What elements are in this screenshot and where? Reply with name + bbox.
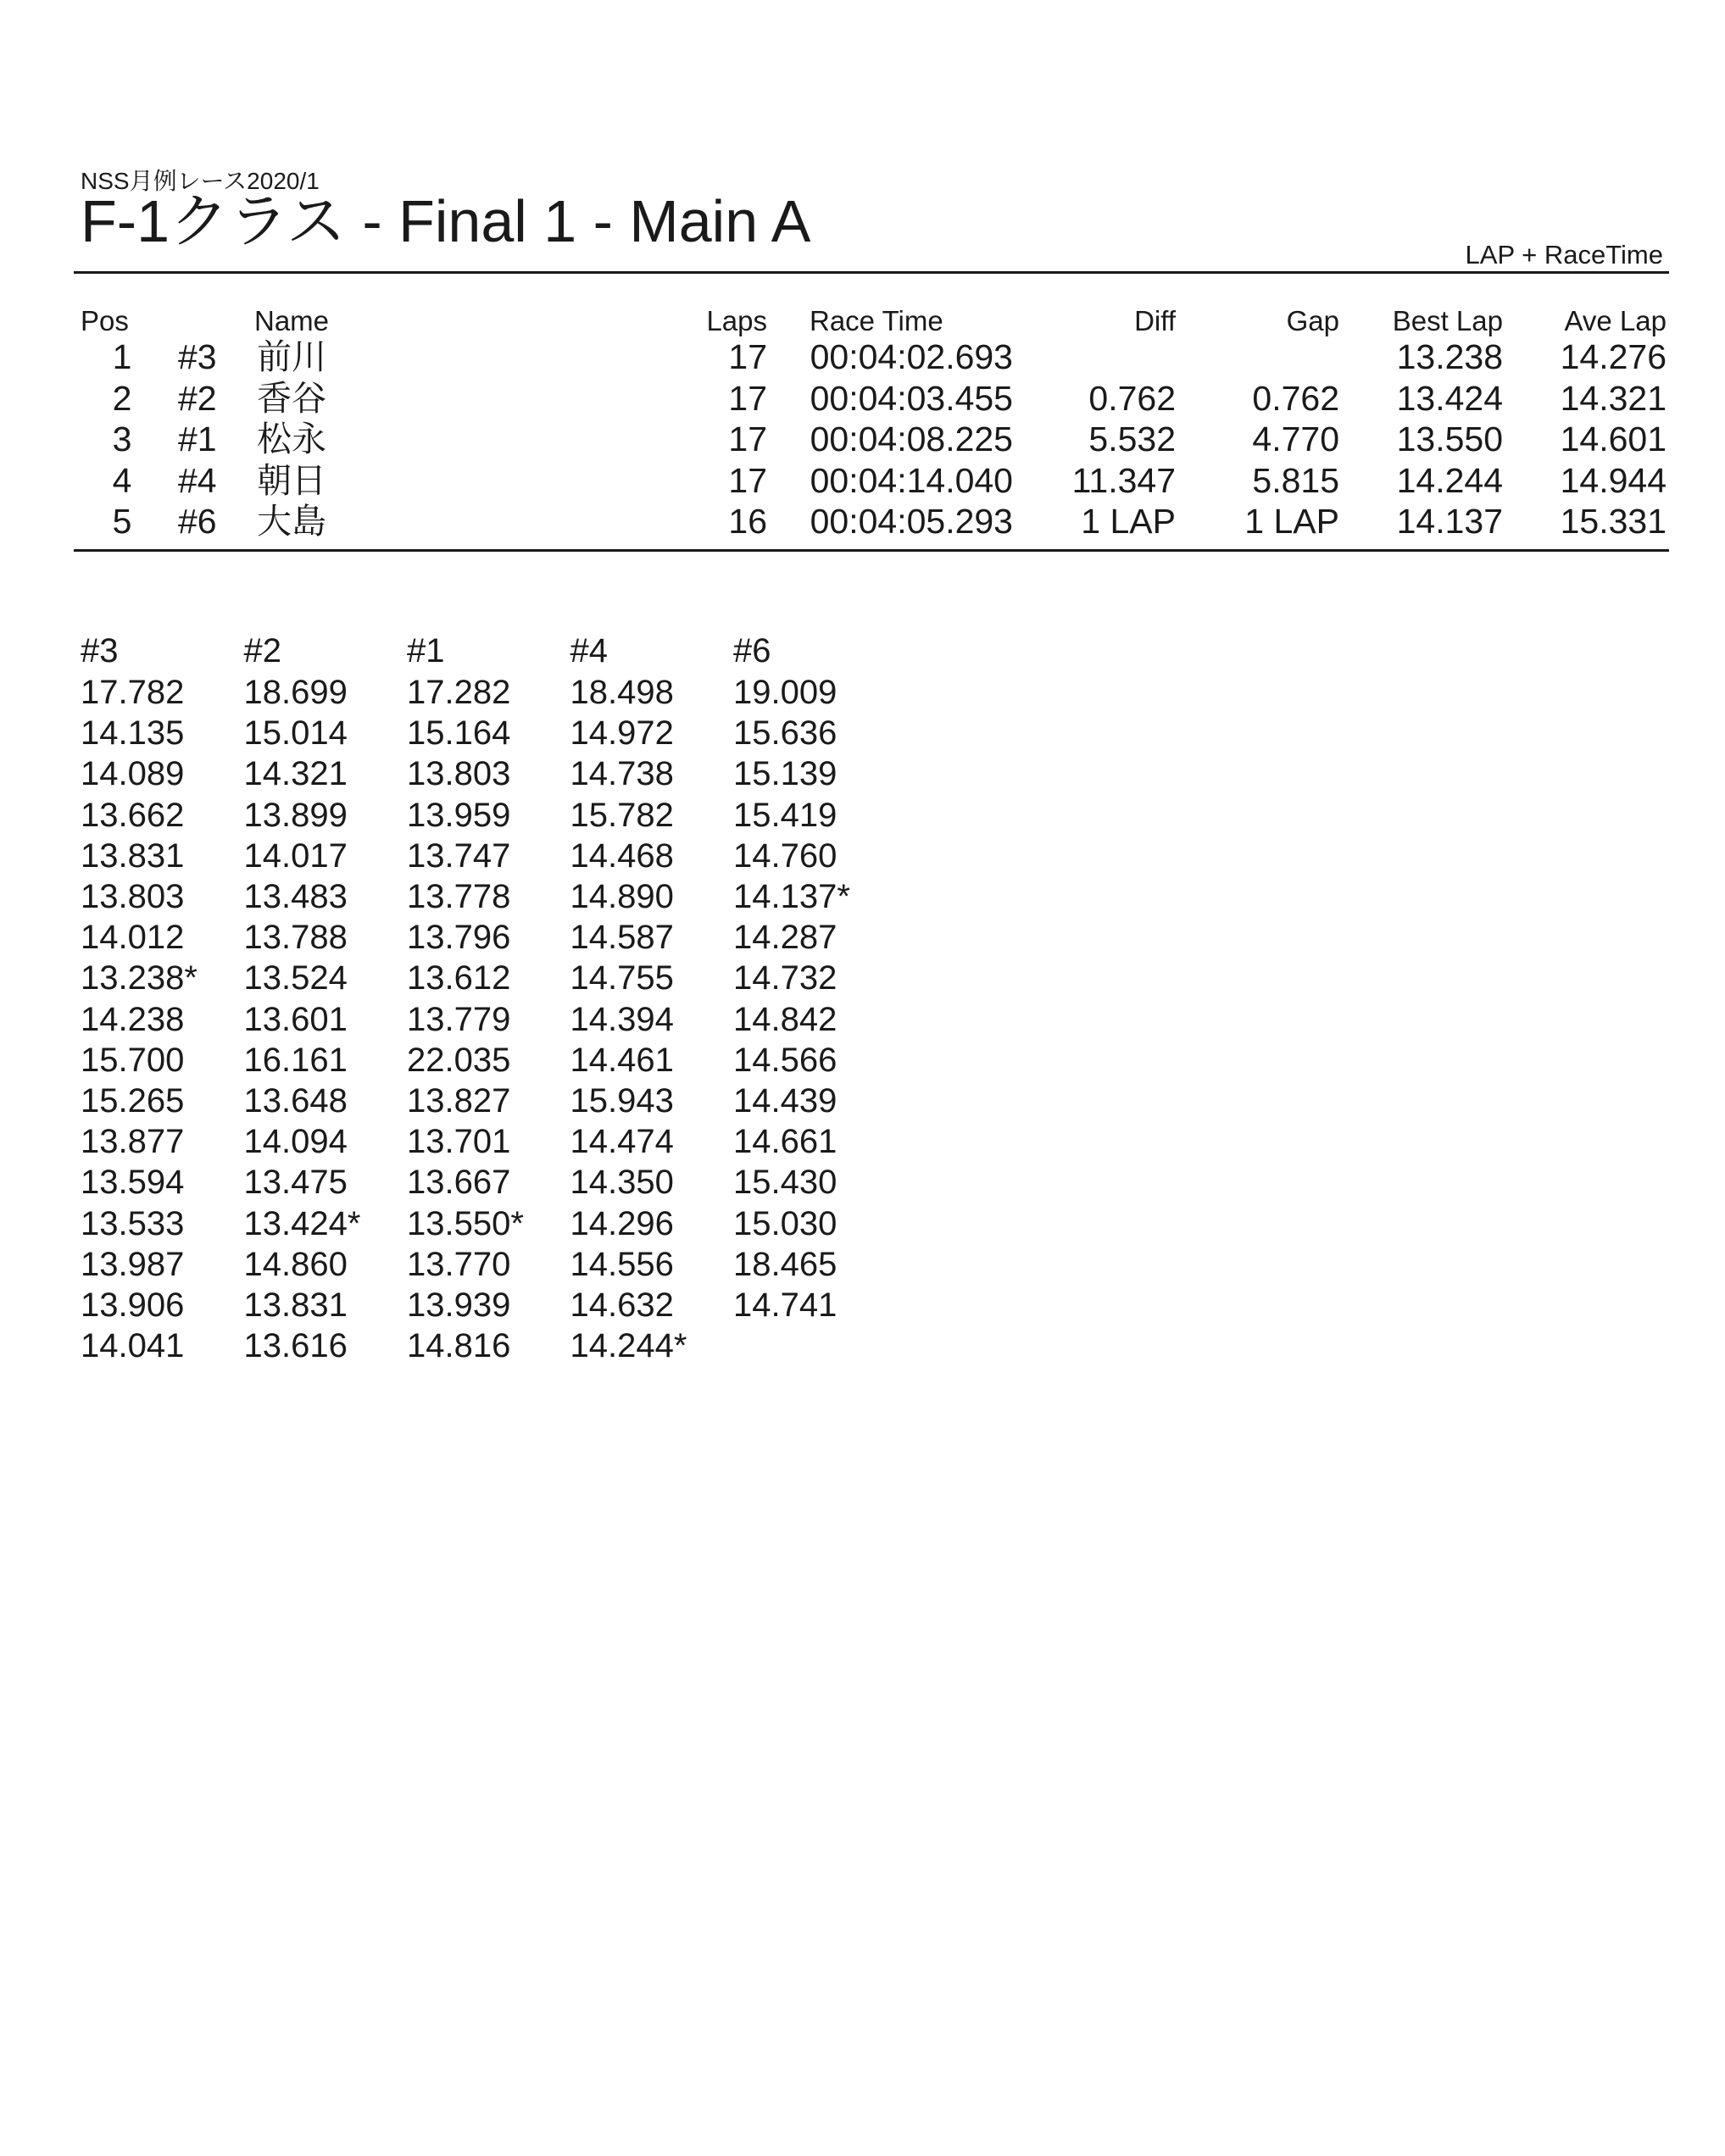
lap-time: 15.014 [243,714,348,753]
lap-time: 15.700 [81,1041,185,1079]
lap-time: 13.959 [407,796,511,834]
lap-time: 14.890 [570,878,674,915]
lap-time: 14.321 [243,755,348,793]
lap-time: 18.699 [243,674,348,711]
header-best-lap: Best Lap [1392,305,1503,336]
result-ave-lap: 14.321 [1560,378,1667,418]
lap-time: 13.939 [407,1286,511,1324]
lap-time: 15.030 [733,1204,837,1242]
lap-column-header: #3 [81,632,119,670]
header-laps: Laps [706,305,767,336]
lap-time: 13.616 [243,1327,348,1365]
lap-time: 15.430 [733,1164,837,1202]
result-pos: 3 [112,420,132,458]
result-ave-lap: 14.276 [1560,337,1667,376]
lap-time: 13.747 [407,836,511,875]
result-race-time: 00:04:08.225 [810,420,1013,458]
result-car: #2 [178,378,217,418]
lap-time: 14.632 [570,1286,674,1324]
lap-time: 13.475 [243,1164,348,1202]
lap-time: 14.137* [733,878,850,915]
lap-time: 14.094 [243,1123,348,1161]
result-race-time: 00:04:05.293 [810,502,1013,541]
lap-time: 14.461 [570,1041,674,1079]
header-diff: Diff [1134,305,1176,336]
result-diff: 11.347 [1071,460,1176,500]
result-race-time: 00:04:14.040 [810,460,1013,500]
result-pos: 1 [112,337,132,376]
lap-time: 14.350 [570,1164,674,1202]
lap-column-header: #2 [243,632,281,670]
lap-time: 13.803 [407,755,511,793]
lap-time: 14.816 [407,1327,511,1365]
lap-time: 14.741 [733,1286,837,1324]
lap-time: 13.612 [407,959,511,997]
result-best-lap: 14.244 [1396,460,1503,500]
lap-time: 14.661 [733,1123,837,1161]
lap-time: 13.779 [407,1000,511,1038]
lap-time: 13.524 [243,959,348,997]
lap-time: 13.796 [407,919,511,957]
result-ave-lap: 14.944 [1560,460,1667,500]
result-race-time: 00:04:02.693 [810,337,1013,376]
result-car: #4 [178,460,217,500]
lap-time: 15.419 [733,796,837,834]
lap-time: 13.877 [81,1123,185,1161]
lap-time: 14.732 [733,959,837,997]
lap-time: 13.238* [81,959,198,997]
lap-time: 15.782 [570,796,674,834]
lap-time: 13.662 [81,796,185,834]
lap-time: 16.161 [243,1041,348,1079]
lap-time: 14.089 [81,755,185,793]
lap-time: 13.483 [243,878,348,915]
result-car: #6 [178,502,217,541]
result-car: #3 [178,337,217,376]
lap-time: 15.164 [407,714,511,753]
lap-time: 15.943 [570,1082,674,1120]
lap-time: 14.760 [733,836,837,875]
lap-time: 18.465 [733,1245,837,1283]
header-ave-lap: Ave Lap [1564,305,1667,336]
result-laps: 17 [728,337,767,376]
main-title: F-1クラス - Final 1 - Main A [81,188,811,254]
result-laps: 17 [728,460,767,500]
lap-time: 14.755 [570,959,674,997]
lap-time: 13.594 [81,1164,185,1202]
event-title: NSS月例レース2020/1 [81,168,320,194]
lap-time: 14.738 [570,755,674,793]
lap-time: 14.244* [570,1327,687,1365]
lap-time: 14.012 [81,919,185,957]
result-diff: 5.532 [1088,420,1176,458]
result-name: 大島 [257,502,326,541]
lap-time: 17.782 [81,674,185,711]
result-laps: 17 [728,420,767,458]
lap-time: 13.701 [407,1123,511,1161]
lap-time: 19.009 [733,674,837,711]
result-gap: 5.815 [1252,460,1339,500]
lap-time: 13.550* [407,1204,524,1242]
lap-time: 14.972 [570,714,674,753]
lap-time: 14.238 [81,1000,185,1038]
top-rule [74,271,1669,274]
lap-time: 18.498 [570,674,674,711]
lap-time: 13.424* [243,1204,361,1242]
result-laps: 17 [728,378,767,418]
result-pos: 2 [112,378,132,418]
lap-time: 13.906 [81,1286,185,1324]
result-name: 香谷 [257,378,326,418]
lap-time: 14.135 [81,714,185,753]
result-gap: 0.762 [1252,378,1339,418]
lap-time: 17.282 [407,674,511,711]
lap-time: 14.041 [81,1327,185,1365]
lap-time: 14.842 [733,1000,837,1038]
result-name: 朝日 [257,460,326,500]
header-race-time: Race Time [810,305,943,336]
lap-column-header: #1 [407,632,445,670]
lap-time: 14.439 [733,1082,837,1120]
lap-time: 13.831 [243,1286,348,1324]
lap-time: 13.533 [81,1204,185,1242]
result-best-lap: 13.424 [1396,378,1503,418]
result-ave-lap: 15.331 [1560,502,1667,541]
header-pos: Pos [81,305,129,336]
result-best-lap: 14.137 [1396,502,1503,541]
lap-time: 13.601 [243,1000,348,1038]
lap-time: 15.636 [733,714,837,753]
header-name: Name [254,305,330,336]
result-diff: 1 LAP [1081,502,1176,541]
bottom-rule [74,549,1669,552]
lap-time: 13.899 [243,796,348,834]
result-best-lap: 13.550 [1396,420,1503,458]
lap-time: 14.566 [733,1041,837,1079]
lap-time: 15.139 [733,755,837,793]
lap-time: 14.468 [570,836,674,875]
result-diff: 0.762 [1088,378,1176,418]
lap-time: 14.296 [570,1204,674,1242]
result-gap: 4.770 [1252,420,1339,458]
lap-time: 13.987 [81,1245,185,1283]
result-car: #1 [178,420,217,458]
lap-time: 14.587 [570,919,674,957]
lap-time: 14.860 [243,1245,348,1283]
result-pos: 4 [112,460,132,500]
lap-time: 13.831 [81,836,185,875]
result-ave-lap: 14.601 [1560,420,1667,458]
lap-time: 13.667 [407,1164,511,1202]
header-gap: Gap [1286,305,1339,336]
lap-column-header: #6 [733,632,771,670]
lap-time: 13.803 [81,878,185,915]
result-best-lap: 13.238 [1396,337,1503,376]
lap-time: 14.474 [570,1123,674,1161]
result-laps: 16 [728,502,767,541]
lap-time: 22.035 [407,1041,511,1079]
report-type: LAP + RaceTime [1465,240,1663,270]
lap-time: 13.648 [243,1082,348,1120]
lap-time: 14.017 [243,836,348,875]
lap-time: 13.778 [407,878,511,915]
lap-time: 13.788 [243,919,348,957]
lap-time: 14.287 [733,919,837,957]
lap-time: 15.265 [81,1082,185,1120]
result-name: 松永 [257,420,326,458]
lap-time: 14.556 [570,1245,674,1283]
lap-time: 13.827 [407,1082,511,1120]
lap-time: 14.394 [570,1000,674,1038]
lap-column-header: #4 [570,632,608,670]
result-name: 前川 [257,337,326,376]
result-pos: 5 [112,502,132,541]
result-gap: 1 LAP [1244,502,1339,541]
lap-time: 13.770 [407,1245,511,1283]
result-race-time: 00:04:03.455 [810,378,1013,418]
